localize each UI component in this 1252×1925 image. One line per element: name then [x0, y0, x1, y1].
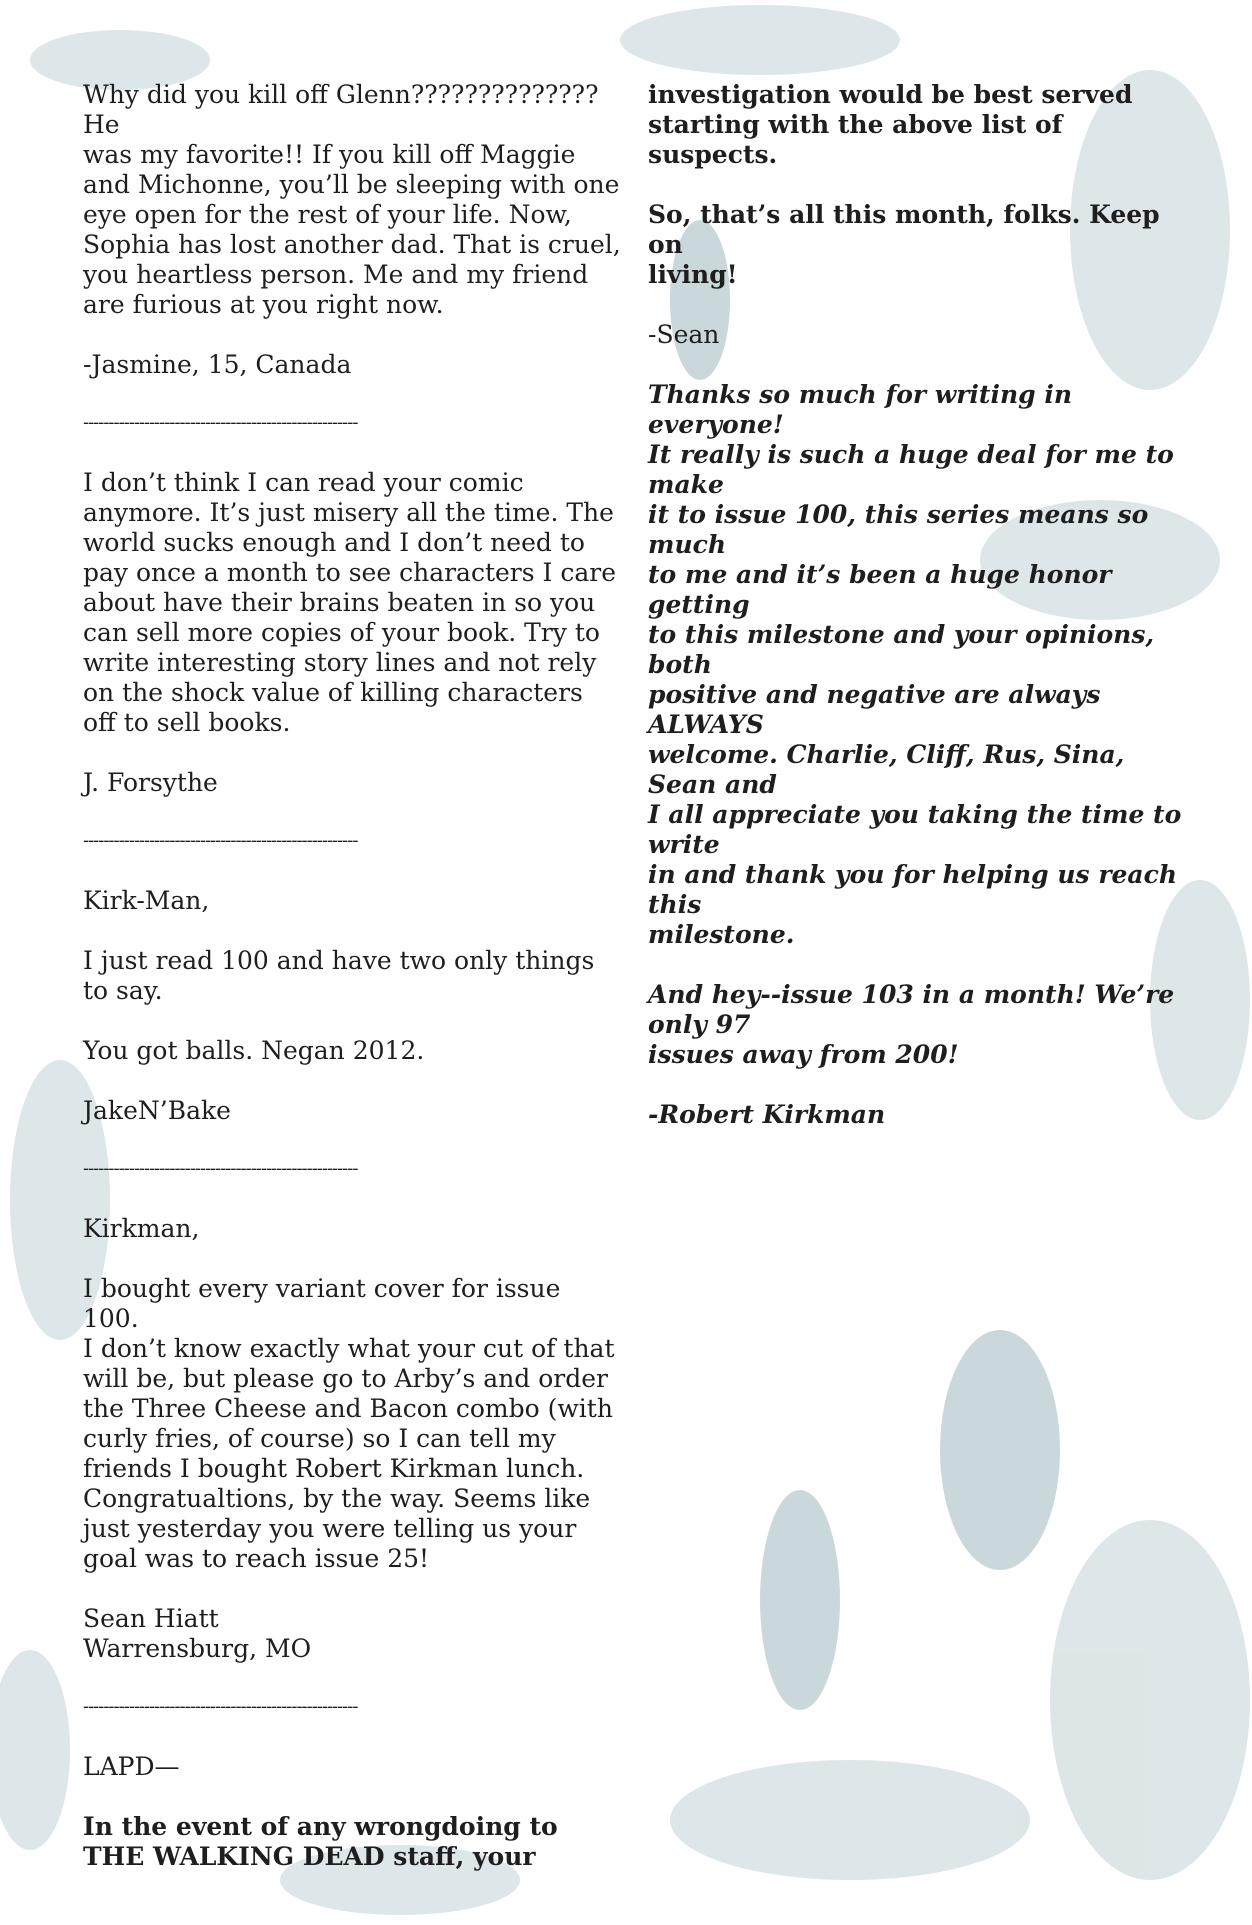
- sean-signature: -Sean: [648, 320, 720, 349]
- text-line: pay once a month to see characters I care: [83, 558, 616, 587]
- text-line: welcome. Charlie, Cliff, Rus, Sina, Sean and: [648, 740, 1125, 799]
- salutation: Kirkman,: [83, 1214, 200, 1243]
- text-line: Congratualtions, by the way. Seems like: [83, 1484, 591, 1513]
- text-line: to this milestone and your opinions, both: [648, 620, 1155, 679]
- right-column: [648, 80, 1188, 1130]
- text-line: will be, but please go to Arby’s and order: [83, 1364, 608, 1393]
- text-line: the Three Cheese and Bacon combo (with: [83, 1394, 613, 1423]
- text-line: starting with the above list of suspects.: [648, 110, 1063, 169]
- text-line: curly fries, of course) so I can tell my: [83, 1424, 556, 1453]
- letter-lapd-continuation: [648, 80, 1188, 170]
- text-line: I don’t think I can read your comic: [83, 468, 524, 497]
- letter-lapd: [83, 1752, 623, 1872]
- text-line: anymore. It’s just misery all the time. The: [83, 498, 614, 527]
- text-line: Why did you kill off Glenn?????????????? He: [83, 80, 599, 139]
- text-line: milestone.: [648, 920, 795, 949]
- text-line: Thanks so much for writing in everyone!: [648, 380, 1073, 439]
- text-line: So, that’s all this month, folks. Keep on: [648, 200, 1160, 259]
- text-line: I bought every variant cover for issue 100.: [83, 1274, 561, 1333]
- divider: ------------------------------------------------------: [83, 1696, 358, 1717]
- text-line: I don’t know exactly what your cut of that: [83, 1334, 615, 1363]
- letter-forsythe: [83, 468, 623, 798]
- text-line: are furious at you right now.: [83, 290, 444, 319]
- text-line: to say.: [83, 976, 163, 1005]
- letter-jakenbake: [83, 886, 623, 1126]
- text-line: positive and negative are always ALWAYS: [648, 680, 1101, 739]
- signature-location: Warrensburg, MO: [83, 1634, 312, 1663]
- text-line: it to issue 100, this series means so much: [648, 500, 1149, 559]
- divider: ------------------------------------------------------: [83, 830, 358, 851]
- text-line: can sell more copies of your book. Try to: [83, 618, 600, 647]
- text-line: And hey--issue 103 in a month! We’re only 97: [648, 980, 1175, 1039]
- signature: J. Forsythe: [83, 768, 218, 797]
- text-line: THE WALKING DEAD staff, your: [83, 1842, 536, 1871]
- signature: -Jasmine, 15, Canada: [83, 350, 352, 379]
- signature: JakeN’Bake: [83, 1096, 231, 1125]
- text-line: Sophia has lost another dad. That is cruel,: [83, 230, 621, 259]
- text-line: on the shock value of killing characters: [83, 678, 583, 707]
- text-line: You got balls. Negan 2012.: [83, 1036, 425, 1065]
- letter-jasmine: [83, 80, 623, 380]
- salutation: Kirk-Man,: [83, 886, 210, 915]
- text-line: It really is such a huge deal for me to make: [648, 440, 1174, 499]
- kirkman-ps: [648, 980, 1188, 1070]
- text-line: and Michonne, you’ll be sleeping with one: [83, 170, 620, 199]
- text-line: eye open for the rest of your life. Now,: [83, 200, 572, 229]
- text-line: was my favorite!! If you kill off Maggie: [83, 140, 576, 169]
- divider: ------------------------------------------------------: [83, 412, 358, 433]
- text-line: investigation would be best served: [648, 80, 1133, 109]
- salutation: LAPD—: [83, 1752, 180, 1781]
- text-line: write interesting story lines and not rely: [83, 648, 597, 677]
- text-line: off to sell books.: [83, 708, 291, 737]
- text-line: in and thank you for helping us reach this: [648, 860, 1177, 919]
- left-column: [83, 80, 623, 1872]
- text-line: issues away from 200!: [648, 1040, 959, 1069]
- text-line: goal was to reach issue 25!: [83, 1544, 430, 1573]
- text-line: about have their brains beaten in so you: [83, 588, 596, 617]
- text-line: just yesterday you were telling us your: [83, 1514, 577, 1543]
- text-line: world sucks enough and I don’t need to: [83, 528, 585, 557]
- text-line: living!: [648, 260, 738, 289]
- kirkman-note: [648, 380, 1188, 950]
- text-line: I just read 100 and have two only things: [83, 946, 595, 975]
- text-line: friends I bought Robert Kirkman lunch.: [83, 1454, 585, 1483]
- text-line: In the event of any wrongdoing to: [83, 1812, 558, 1841]
- divider: ------------------------------------------------------: [83, 1158, 358, 1179]
- text-line: I all appreciate you taking the time to write: [648, 800, 1182, 859]
- letter-sean-hiatt: [83, 1214, 623, 1664]
- closing: [648, 200, 1188, 290]
- signature-name: Sean Hiatt: [83, 1604, 219, 1633]
- kirkman-signature: -Robert Kirkman: [648, 1100, 886, 1129]
- text-line: to me and it’s been a huge honor getting: [648, 560, 1112, 619]
- text-line: you heartless person. Me and my friend: [83, 260, 589, 289]
